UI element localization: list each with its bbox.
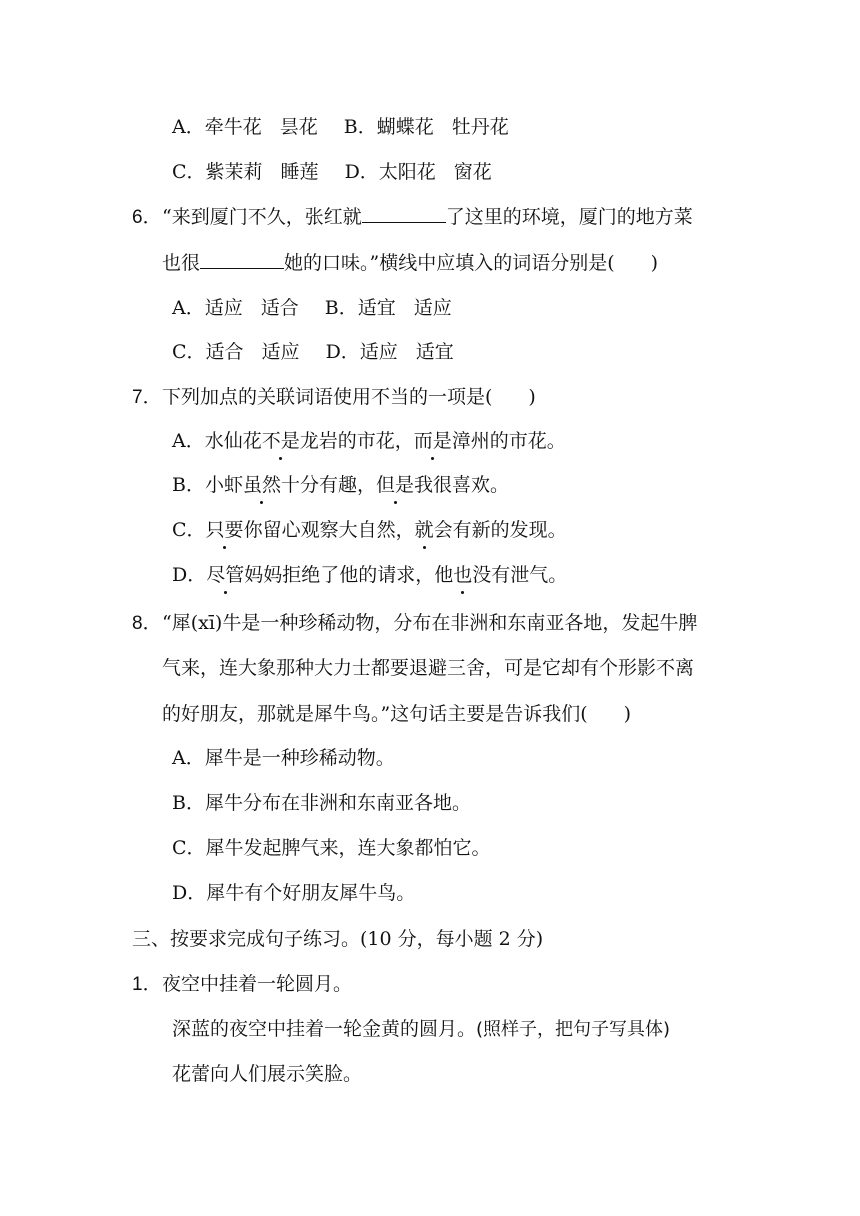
q7-b-key1: 虽然 xyxy=(242,474,281,496)
q7-c-text1: C． xyxy=(172,519,206,541)
q6-option-c2: 适应 xyxy=(261,341,300,363)
q7-c-key1: 只要 xyxy=(205,519,244,541)
q8-number: 8． xyxy=(132,613,162,634)
s3-q1-number: 1． xyxy=(132,974,162,995)
q7-a-text2: 龙岩的市花， xyxy=(299,430,414,452)
q8-paren-close: ) xyxy=(623,703,632,725)
q6-paren-close: ) xyxy=(650,252,659,274)
s3-q1-task: 花蕾向人们展示笑脸。 xyxy=(172,1063,363,1085)
q6-option-d2: 适宜 xyxy=(415,341,454,363)
q7-d-key2: 也 xyxy=(453,564,473,586)
q5-option-b: B．蝴蝶花 xyxy=(343,116,434,138)
q7-c-text2: 你留心观察大自然， xyxy=(243,519,415,541)
q5-option-c: C．紫茉莉 xyxy=(172,161,263,183)
q8-line1 xyxy=(132,610,697,637)
q7-d-key1: 尽管 xyxy=(206,564,245,586)
q6-blank-1[interactable] xyxy=(362,204,446,223)
q7-stem: 下列加点的关联词语使用不当的一项是( xyxy=(162,386,493,408)
q5-option-a: A．牵牛花 xyxy=(172,116,262,138)
q7-d-text2: 妈妈拒绝了他的请求，他 xyxy=(244,564,454,586)
q5-option-c-word2: 睡莲 xyxy=(280,161,319,183)
q7-option-c xyxy=(172,517,567,543)
q6-option-a2: 适合 xyxy=(260,297,299,319)
q7-b-text1: B．小虾 xyxy=(172,474,243,496)
s3-q1-stem: 夜空中挂着一轮圆月。 xyxy=(162,973,353,995)
q8-line2 xyxy=(162,655,694,681)
q8-option-a: A．犀牛是一种珍稀动物。 xyxy=(172,747,395,769)
q7-b-text2: 十分有趣， xyxy=(280,474,376,496)
q6-option-a: A．适应 xyxy=(172,297,243,319)
q7-option-a xyxy=(172,428,566,454)
q7-c-text3: 会有新的发现。 xyxy=(433,519,567,541)
q7-b-key2: 但是 xyxy=(376,474,415,496)
q7-c-key2: 就 xyxy=(414,519,434,541)
q5-option-b-word2: 牡丹花 xyxy=(451,116,509,138)
q5-option-d: D．太阳花 xyxy=(344,161,436,183)
q6-blank-2[interactable] xyxy=(200,250,284,269)
q8-option-c: C．犀牛发起脾气来，连大象都怕它。 xyxy=(172,837,491,859)
q7-a-key1: 不是 xyxy=(261,430,300,452)
q6-option-d: D．适应 xyxy=(325,341,398,363)
s3-q1-line xyxy=(132,971,352,998)
q6-option-b: B．适宜 xyxy=(324,297,396,319)
section3-heading: 三、按要求完成句子练习。(10 分，每小题 2 分) xyxy=(132,928,544,950)
s3-q1-example-line xyxy=(172,1016,670,1043)
q6-option-b2: 适应 xyxy=(413,297,452,319)
q8-option-b: B．犀牛分布在非洲和东南亚各地。 xyxy=(172,792,471,814)
q6-options-row2 xyxy=(172,339,454,365)
q8-line3 xyxy=(162,701,631,727)
q6-text-b: 了这里的环境，厦门的地方菜 xyxy=(445,206,693,228)
q7-a-text3: 漳州的市花。 xyxy=(451,430,566,452)
q7-number: 7． xyxy=(132,387,162,408)
q7-stem-line xyxy=(132,384,536,411)
q5-options-row1 xyxy=(172,114,509,140)
q6-line1 xyxy=(132,204,693,231)
q8-text3: 的好朋友，那就是犀牛鸟。”这句话主要是告诉我们( xyxy=(162,703,588,725)
q7-d-text1: D． xyxy=(172,564,207,586)
q6-text-a: “来到厦门不久，张红就 xyxy=(162,206,362,228)
q6-text-c: 也很 xyxy=(162,252,201,274)
q6-options-row1 xyxy=(172,295,452,321)
q6-text-d: 她的口味。”横线中应填入的词语分别是( xyxy=(284,252,615,274)
q6-number: 6． xyxy=(132,207,162,228)
q6-option-c: C．适合 xyxy=(172,341,244,363)
q7-option-d xyxy=(172,562,567,588)
q8-text2: 气来，连大象那种大力士都要退避三舍，可是它却有个形影不离 xyxy=(162,657,695,679)
q6-line2 xyxy=(162,250,658,276)
q8-text1: “犀(xī)牛是一种珍稀动物，分布在非洲和东南亚各地，发起牛脾 xyxy=(162,612,698,634)
q5-options-row2 xyxy=(172,159,492,185)
q5-option-d-word2: 窗花 xyxy=(453,161,492,183)
s3-q1-instruction: (照样子，把句子写具体) xyxy=(476,1019,671,1040)
q5-option-a-word2: 昙花 xyxy=(279,116,318,138)
s3-q1-example: 深蓝的夜空中挂着一轮金黄的圆月。 xyxy=(172,1018,477,1040)
q7-d-text3: 没有泄气。 xyxy=(472,564,568,586)
q7-a-key2: 而是 xyxy=(413,430,452,452)
q7-option-b xyxy=(172,472,509,498)
q7-a-text1: A．水仙花 xyxy=(172,430,262,452)
q7-b-text3: 我很喜欢。 xyxy=(414,474,510,496)
q7-paren-close: ) xyxy=(528,386,536,408)
q8-option-d: D．犀牛有个好朋友犀牛鸟。 xyxy=(172,882,416,904)
